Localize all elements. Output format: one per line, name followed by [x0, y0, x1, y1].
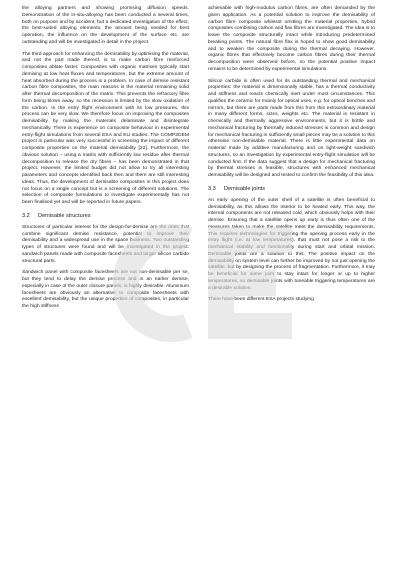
section-heading: [208, 186, 375, 193]
paragraph: The third approach for enhancing the demisability by optimising the material, and not the part made thereof, is to make carbon fibre reinforced composites ablate faster. Composites with organic matrixes typically start demising at low heat fluxes and temperatures, but the extreme amount of heat absorbed during the process is a problem. In case of demise resistant carbon fibre composites, the main reasons is the material remaining solid after thermal decomposition of the matrix. This prevents the refractory fibre form being blown away, so the recession is limited by the slow oxidation of the carbon. In the entry flight environment with its low pressures, this process can be very slow. We therefore focus on improving the composites demisability by making the materials delaminate and disintegrate mechanically. There is experience on composite behaviour in experimental entry-flight simulations from several ESA and EU studies. The COMP2DEM project in particular was very successful in screening the impact of different composite properties on the material demisability [22]. Furthermore, the obvious solution – using a matrix with sufficiently low residue after thermal decomposition to release the dry fibres – has been demonstrated in that project. However, the limited budget did not allow to try all interesting parameters and concepts identified back then and there are still interesting ideas. Thus, the development of demisable composites in this project does not focus on a single concept but is a screening of different solutions. The selection of composite formulations to investigate experimentally has not been finalised yet and will be reported in future papers.: [22, 51, 189, 205]
section-title: Demisable structures: [38, 212, 91, 219]
paragraph: Silicon carbide is often used for its outstanding thermal and mechanical properties: the material is dimensionally stable, has a thermal conductivity and stiffness and reacts chemically inert under most circumstances. This qualifies the ceramic for mainly for optical uses, e.g. for optical benches and mirrors, but there are parts made from this from this extraordinary material in many different forms, sizes, weights etc. The material is resistant in chemically and thermally aggressive environments, but it is brittle and mechanical fracturing by thermally induced stresses is common and design for mechanical fracturing in sufficiently small pieces may be a solution to this otherwise non-demisable material. There is little experimental data on material made by additive manufacturing and on light-weight sandwich structures, so an investigation by experimental entry-flight simulation will be conducted first. If the data suggest that a design for mechanical fracturing by thermal stresses is feasible, structures with enhanced mechanical demisability will be designed and tested to confirm the feasibility of this idea.: [208, 78, 375, 178]
section-title: Demisable joints: [224, 185, 266, 192]
paragraph: Structures of particular interest for the design-for-demise are the ones that combine significant demise resistance, potential to improve their demisability and a widespread use in the space business. Two outstanding types of structures were found and will be investigated in the project: sandwich panels made with composite facesheets and larger silicon carbide structural parts.: [22, 224, 189, 264]
section-heading: [22, 213, 189, 220]
paragraph: Sandwich panel with composite facesheets are not non-demisable per se, but they tend to delay the demise process and in an earlier demise, especially in case of the outer closure panels, is highly desirable. Aluminium facesheets are obviously an alternative to composite facesheets with excellent demisability, but the unique properties of composites, in particular the high stiffness: [22, 270, 189, 309]
paragraph: the alloying partners and showing promising diffusion speeds. Demonstration of the in-situ-alloying has been conducted a several times, both on purpose and by accident, but a dedicated investigation of the effect, the best-suited alloying elements, the amount being needed for best operation, the influence on the development of the surface etc. are outstanding and will be investigated in detail in the project.: [22, 6, 189, 45]
left-column: [22, 6, 189, 316]
paragraph: achievable with high-modulus carbon fibres, are often demanded by the given application. As a potential solution to improve the demisability of carbon fibre composite whilesst omitting the material properties, hybrid composites combining carbon and flax fibres are investigated. The idea is to leave the composite structurally intact while introducing predetermined breaking points. The natural fibre flax is hoped to show good demisability and to weaken the composite during the thermal decaying. However, organic fibres that effectively become carbon fibres during their thermal decomposition were observed before, so the potential positive impact remains to be determined by experimental simulations.: [208, 6, 375, 72]
section-number: 3.2: [22, 212, 30, 219]
paragraph: An early opening of the outer shell of a satellite is often beneficial to demisability, as this allows the interior to be heated early. This way, the internal components are not released cold, which obviously helps with their demise. Ensuring that a satellite opens up early is thus often one of the measures taken to make the satellite meet the demisability requirements. This requires technologies for triggering the opening process early in the entry flight (i.e. at low temperatures), that must not pose a risk to the mechanical stability and functionality during start and orbital mission. Demisable joints are a solution to this. The positive impact on the demisability on system level can further be improved by not just opening the satellite, but by designing the process of fragmentation. Furthermore, it may be beneficial for some joint to stay intact for longer or up to higher temperatures, so demisable joints with tuneable triggering temperatures are a desirable solution.: [208, 197, 375, 291]
paragraph: There have been different ESA projects studying: [208, 297, 314, 303]
section-number: 3.3: [208, 185, 216, 192]
right-column: [208, 6, 375, 309]
